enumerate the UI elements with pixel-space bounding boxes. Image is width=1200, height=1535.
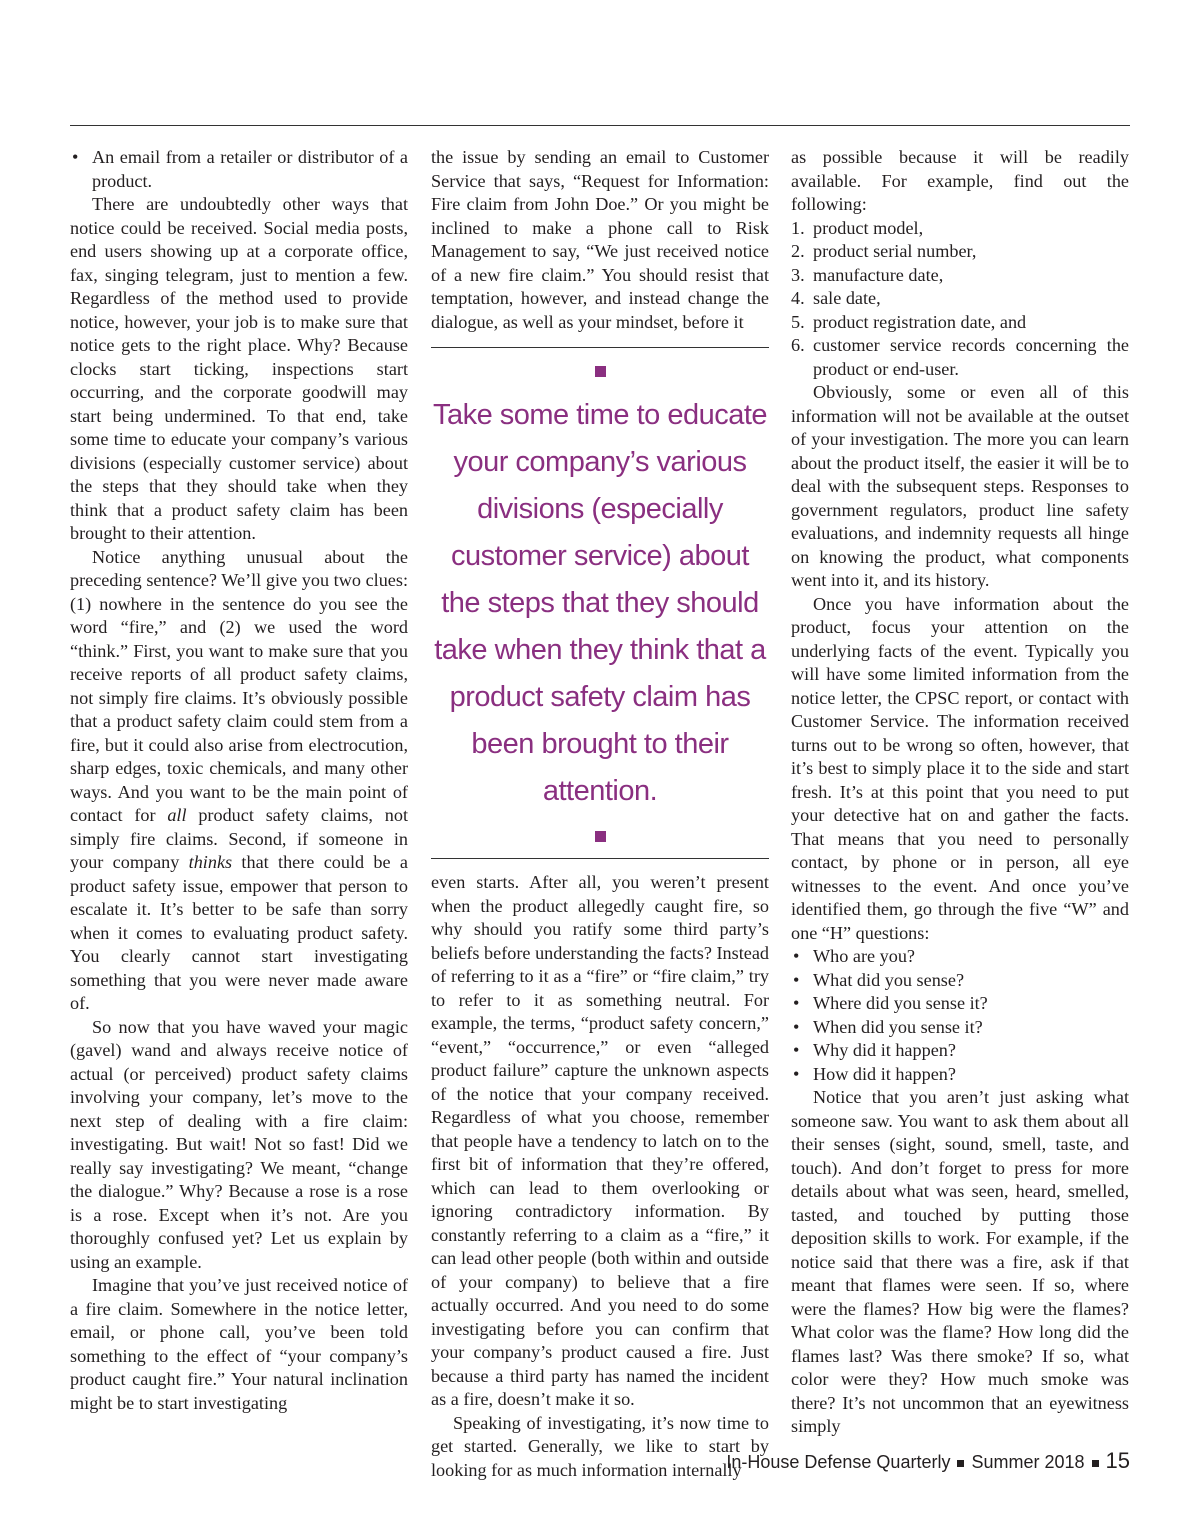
body-paragraph: Once you have information about the product, focus your attention on the underlying facts of the event. Typically you will have some limited information from the notice letter, the CPSC report, or contact with Customer Service. The information received turns out to be wrong so often, however, that it’s best to simply place it to the side and start fresh. It’s at this point that you need to put your detective hat on and gather the facts. That means that you need to personally contact, by phone or in person, all eye witnesses to the event. And once you’ve identified them, go through the five “W” and one “H” questions: xyxy=(791,593,1129,943)
list-item: 4. sale date, xyxy=(791,288,881,308)
list-item: • How did it happen? xyxy=(791,1063,1129,1087)
article-column-1 xyxy=(70,146,408,1415)
body-paragraph: There are undoubtedly other ways that notice could be received. Social media posts, end users showing up at a corporate office, fax, singing telegram, just to mention a few. Regardless of the method used to provide notice, however, your job is to make sure that notice gets to the right place. Why? Because clocks start ticking, inspections start occurring, and the corporate goodwill may start being undermined. To that end, take some time to educate your company’s various divisions (especially customer service) about the steps that they should take when they think that a product safety claim has been brought to their attention. xyxy=(70,194,408,543)
pull-quote xyxy=(431,347,769,859)
question-list xyxy=(791,945,1129,1086)
list-item: 1. product model, xyxy=(791,217,924,238)
page-number: 15 xyxy=(1105,1448,1130,1473)
square-separator-icon xyxy=(957,1460,964,1467)
body-paragraph: as possible because it will be readily available. For example, find out the following: xyxy=(791,147,1129,214)
body-paragraph: Obviously, some or even all of this information will not be available at the outset of your investigation. The more you can learn about the product itself, the easier it will be to deal with the subsequent steps. Responses to government regulators, product line safety evaluations, and indemnity requests all hinge on knowing the product, what components went into it, and its history. xyxy=(791,382,1129,590)
list-item: • When did you sense it? xyxy=(791,1016,1129,1040)
list-item: • Who are you? xyxy=(791,945,1129,969)
issue-date: Summer 2018 xyxy=(971,1452,1085,1472)
list-item: • Where did you sense it? xyxy=(791,992,1129,1016)
body-paragraph: Imagine that you’ve just received notice of a fire claim. Somewhere in the notice letter, email, or phone call, you’ve been told something to the effect of “your company’s product caught fire.” Your natural inclination might be to start investigating xyxy=(70,1275,408,1413)
body-paragraph: Speaking of investigating, it’s now time to get started. Generally, we like to start by looking for as much information internally xyxy=(431,1412,769,1480)
page-footer xyxy=(726,1448,1130,1474)
body-paragraph: the issue by sending an email to Customer Service that says, “Request for Information: Fire claim from John Doe.” Or you might be inclined to make a phone call to Risk Management to say, “We just received notice of a new fire claim.” You should resist that temptation, however, and instead change the dialogue, as well as your mindset, before it xyxy=(431,147,769,332)
list-item: 3. manufacture date, xyxy=(791,264,944,285)
top-rule xyxy=(70,125,1130,126)
square-ornament-icon xyxy=(595,831,606,842)
body-paragraph: Notice anything unusual about the preceding sentence? We’ll give you two clues: (1) nowhere in the sentence do you see the word “fire,” and (2) we used the word “think.” First, you want to make sure that you receive reports of all product safety claims, not simply fire claims. It’s obviously possible that a product safety claim could stem from a fire, but it could also arise from electrocution, sharp edges, toxic chemicals, and many other ways. And you want to be the main point of contact for all product safety claims, not simply fire claims. Second, if someone in your company thinks that there could be a product safety issue, empower that person to escalate it. It’s better to be safe than sorry when it comes to evaluating product safety. You clearly cannot start investigating something that you were never made aware of. xyxy=(70,546,408,1013)
body-paragraph: even starts. After all, you weren’t present when the product allegedly caught fire, so why should you ratify some third party’s beliefs before understanding the facts? Instead of referring to it as a “fire” or “fire claim,” try to refer to it as something neutral. For example, the terms, “product safety concern,” “event,” “occurrence,” or even “alleged product failure” capture the unknown aspects of the notice that your company received. Regardless of what you choose, remember that people have a tendency to latch on to the first bit of information that they’re offered, which can lead to them overlooking or ignoring contradictory information. By constantly referring to a claim as a “fire,” it can lead other people (both within and outside of your company) to believe that a fire actually occurred. And you need to do some investigating before you can confirm that your company’s product caused a fire. Just because a third party has named the incident as a fire, doesn’t make it so. xyxy=(431,872,769,1409)
emphasis: all xyxy=(167,805,187,825)
list-item: 5. product registration date, and xyxy=(791,311,1027,332)
publication-name: In-House Defense Quarterly xyxy=(726,1452,951,1472)
article-column-3 xyxy=(791,146,1129,1439)
body-paragraph: Notice that you aren’t just asking what someone saw. You want to ask them about all their senses (sight, sound, smell, taste, and touch). And don’t forget to press for more details about what was seen, heard, smelled, tasted, and touched by putting those deposition skills to work. For example, if the notice said that there was a fire, ask if that meant that flames were seen. If so, where were the flames? How big were the flames? What color was the flame? How long did the flames last? Was there smoke? If so, what color were they? How much smoke was there? It’s not uncommon that an eyewitness simply xyxy=(791,1087,1129,1436)
list-item: • Why did it happen? xyxy=(791,1039,1129,1063)
pull-quote-text: Take some time to educate your company’s various divisions (especially customer service) about the steps that they should take when they think that a product safety claim has been brought to their attention. xyxy=(432,398,768,807)
numbered-list xyxy=(791,217,1129,382)
list-item: 2. product serial number, xyxy=(791,241,977,261)
article-column-2 xyxy=(431,146,769,1482)
square-ornament-icon xyxy=(595,366,606,377)
body-paragraph: So now that you have waved your magic (gavel) wand and always receive notice of actual (or perceived) product safety claims involving your company, let’s move to the next step of dealing with a fire claim: investigating. But wait! Not so fast! Did we really say investigating? We meant, “change the dialogue.” Why? Because a rose is a rose is a rose. Except when it’s not. Are you thoroughly confused yet? Let us explain by using an example. xyxy=(70,1016,408,1272)
square-separator-icon xyxy=(1092,1460,1099,1467)
list-item: • An email from a retailer or distributor of a product. xyxy=(70,146,408,193)
list-item: • What did you sense? xyxy=(791,969,1129,993)
emphasis: thinks xyxy=(188,852,233,872)
bullet-list xyxy=(70,146,408,193)
list-item: 6. customer service records concerning the product or end-user. xyxy=(791,335,1129,379)
